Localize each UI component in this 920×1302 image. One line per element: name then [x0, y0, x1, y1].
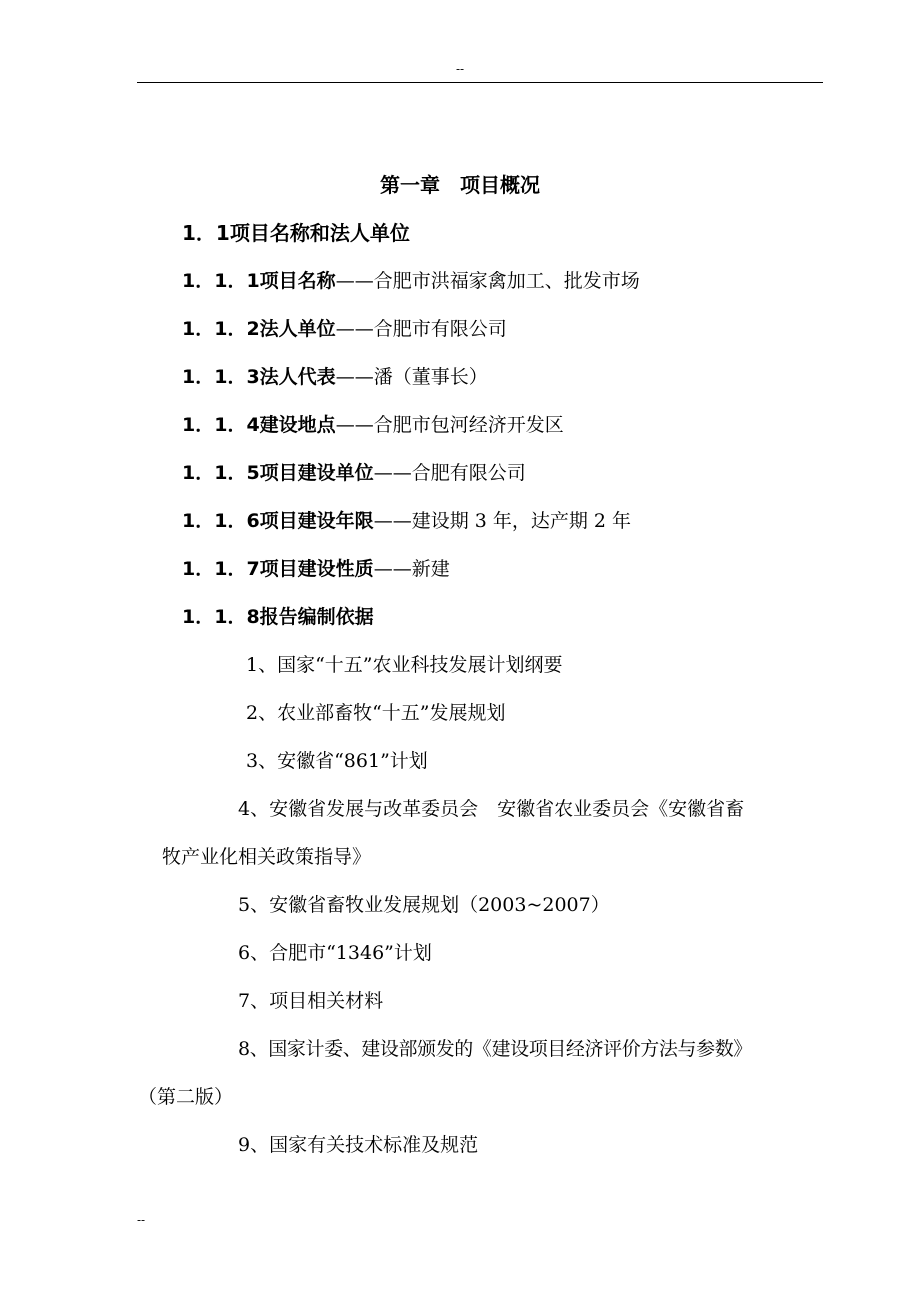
basis-item-6: 6、合肥市“1346”计划: [238, 942, 432, 964]
subsection-key: 项目建设年限: [259, 510, 374, 532]
section-title: 1．1项目名称和法人单位: [182, 221, 410, 245]
basis-item-3: 3、安徽省“861”计划: [246, 750, 428, 772]
subsection-separator: ——: [335, 318, 374, 340]
subsection-key: 法人单位: [259, 318, 336, 340]
subsection-1-1-7: [182, 556, 450, 582]
basis-item-1: 1、国家“十五”农业科技发展计划纲要: [246, 654, 563, 676]
subsection-number: 1．1．5: [182, 462, 260, 484]
subsection-number: 1．1．6: [182, 510, 260, 532]
footer-mark: --: [137, 1213, 146, 1227]
subsection-separator: ——: [373, 558, 412, 580]
subsection-key: 项目建设性质: [259, 558, 374, 580]
subsection-number: 1．1．7: [182, 558, 260, 580]
subsection-key: 法人代表: [259, 366, 336, 388]
subsection-1-1-1: [182, 268, 640, 294]
subsection-separator: ——: [373, 510, 412, 532]
subsection-separator: ——: [373, 462, 412, 484]
subsection-number: 1．1．4: [182, 414, 260, 436]
subsection-key: 项目建设单位: [259, 462, 374, 484]
subsection-key: 报告编制依据: [259, 606, 374, 628]
subsection-value: 新建: [411, 558, 450, 580]
basis-item-9: 9、国家有关技术标准及规范: [238, 1134, 479, 1156]
subsection-value: 合肥市有限公司: [373, 318, 507, 340]
basis-item-4: 4、安徽省发展与改革委员会 安徽省农业委员会《安徽省畜: [238, 798, 745, 820]
subsection-value: 潘（董事长）: [373, 366, 488, 388]
basis-item-2: 2、农业部畜牧“十五”发展规划: [246, 702, 506, 724]
subsection-1-1-4: [182, 412, 564, 438]
subsection-1-1-3: [182, 364, 488, 390]
basis-item-8: 8、国家计委、建设部颁发的《建设项目经济评价方法与参数》: [238, 1038, 752, 1060]
subsection-key: 建设地点: [259, 414, 336, 436]
subsection-1-1-5: [182, 460, 526, 486]
header-mark: --: [455, 62, 465, 76]
basis-item-4-continued: 牧产业化相关政策指导》: [162, 846, 372, 868]
subsection-1-1-8: [182, 604, 374, 630]
subsection-value: 合肥市洪福家禽加工、批发市场: [373, 270, 640, 292]
subsection-1-1-6: [182, 508, 631, 534]
header-rule: [137, 82, 823, 83]
basis-item-5: 5、安徽省畜牧业发展规划（2003~2007）: [238, 894, 610, 916]
subsection-separator: ——: [335, 366, 374, 388]
subsection-value: 建设期 3 年，达产期 2 年: [411, 510, 632, 532]
subsection-key: 项目名称: [259, 270, 336, 292]
subsection-number: 1．1．1: [182, 270, 260, 292]
basis-item-8-continued: （第二版）: [138, 1086, 234, 1108]
subsection-number: 1．1．2: [182, 318, 260, 340]
subsection-value: 合肥市包河经济开发区: [373, 414, 564, 436]
subsection-separator: ——: [335, 414, 374, 436]
basis-item-7: 7、项目相关材料: [238, 990, 384, 1012]
chapter-title: 第一章 项目概况: [380, 173, 540, 197]
subsection-value: 合肥有限公司: [411, 462, 526, 484]
subsection-separator: ——: [335, 270, 374, 292]
subsection-number: 1．1．8: [182, 606, 260, 628]
subsection-1-1-2: [182, 316, 507, 342]
subsection-number: 1．1．3: [182, 366, 260, 388]
